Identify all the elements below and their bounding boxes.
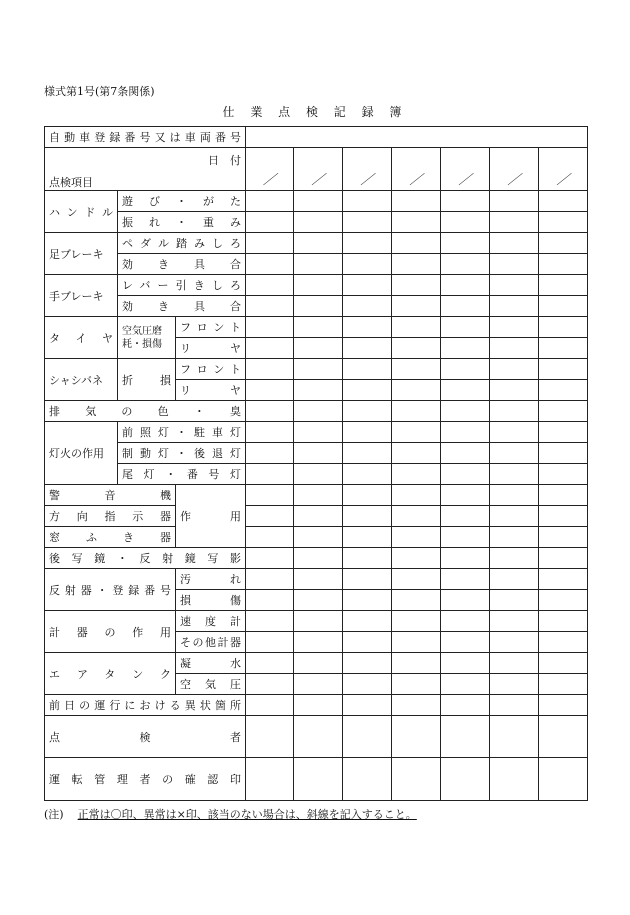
check-cell[interactable] (294, 233, 343, 254)
check-cell[interactable] (294, 443, 343, 464)
group-foot-brake: 足ブレーキ (45, 233, 118, 275)
item-label: 点検項目 (49, 176, 93, 189)
check-cell[interactable] (441, 254, 490, 275)
check-cell[interactable] (490, 590, 539, 611)
check-cell[interactable] (441, 380, 490, 401)
date-cell[interactable]: ／ (246, 148, 294, 191)
inspection-table (44, 126, 588, 801)
check-cell[interactable] (246, 464, 294, 485)
check-cell[interactable] (246, 674, 294, 695)
check-cell[interactable] (441, 464, 490, 485)
check-cell[interactable] (539, 485, 588, 506)
check-cell[interactable] (343, 485, 392, 506)
check-cell[interactable] (343, 527, 392, 548)
spring-sub-label: 折 損 (118, 359, 176, 401)
check-cell[interactable] (441, 653, 490, 674)
check-cell[interactable] (441, 233, 490, 254)
check-cell[interactable] (392, 758, 441, 801)
check-cell[interactable] (343, 506, 392, 527)
check-cell[interactable] (343, 716, 392, 758)
check-cell[interactable] (539, 422, 588, 443)
check-cell[interactable] (294, 716, 343, 758)
check-cell[interactable] (343, 317, 392, 338)
item-label: リヤ (176, 338, 246, 359)
check-cell[interactable] (392, 380, 441, 401)
date-cell[interactable]: ／ (294, 148, 343, 191)
check-cell[interactable] (539, 233, 588, 254)
check-cell[interactable] (246, 548, 294, 569)
check-cell[interactable] (246, 212, 294, 233)
check-cell[interactable] (294, 254, 343, 275)
date-header (45, 148, 246, 191)
form-reference: 様式第1号(第7条関係) (44, 85, 155, 98)
note-label: (注) (44, 808, 64, 821)
group-gauges: 計器の作用 (45, 611, 176, 653)
check-cell[interactable] (246, 590, 294, 611)
date-cell[interactable]: ／ (539, 148, 588, 191)
check-cell[interactable] (246, 317, 294, 338)
check-cell[interactable] (490, 506, 539, 527)
check-cell[interactable] (539, 653, 588, 674)
check-cell[interactable] (441, 296, 490, 317)
tire-sub-label: 空気圧磨耗・損傷 (118, 317, 176, 359)
item-label: 汚れ (176, 569, 246, 590)
check-cell[interactable] (392, 359, 441, 380)
date-cell[interactable]: ／ (392, 148, 441, 191)
check-cell[interactable] (294, 275, 343, 296)
check-cell[interactable] (294, 695, 343, 716)
check-cell[interactable] (539, 716, 588, 758)
check-cell[interactable] (539, 758, 588, 801)
check-cell[interactable] (246, 443, 294, 464)
check-cell[interactable] (294, 632, 343, 653)
check-cell[interactable] (392, 569, 441, 590)
check-cell[interactable] (392, 254, 441, 275)
check-cell[interactable] (343, 611, 392, 632)
check-cell[interactable] (246, 191, 294, 212)
check-cell[interactable] (539, 338, 588, 359)
group-spring: シャシバネ (45, 359, 118, 401)
check-cell[interactable] (294, 758, 343, 801)
check-cell[interactable] (539, 590, 588, 611)
manager-seal-label: 運転管理者の確認印 (45, 758, 246, 801)
check-cell[interactable] (392, 338, 441, 359)
check-cell[interactable] (441, 443, 490, 464)
check-cell[interactable] (392, 506, 441, 527)
check-cell[interactable] (392, 632, 441, 653)
check-cell[interactable] (294, 191, 343, 212)
check-cell[interactable] (343, 380, 392, 401)
check-cell[interactable] (539, 695, 588, 716)
item-label: 凝水 (176, 653, 246, 674)
check-cell[interactable] (294, 422, 343, 443)
check-cell[interactable] (343, 359, 392, 380)
check-cell[interactable] (539, 611, 588, 632)
check-cell[interactable] (343, 422, 392, 443)
check-cell[interactable] (441, 422, 490, 443)
check-cell[interactable] (343, 275, 392, 296)
check-cell[interactable] (490, 317, 539, 338)
check-cell[interactable] (490, 674, 539, 695)
item-label: 効き具合 (118, 254, 246, 275)
check-cell[interactable] (392, 401, 441, 422)
check-cell[interactable] (490, 212, 539, 233)
item-label: 振れ・重み (118, 212, 246, 233)
check-cell[interactable] (539, 674, 588, 695)
exhaust-label: 排気の色・臭 (45, 401, 246, 422)
inspector-label: 点 検 者 (45, 716, 246, 758)
check-cell[interactable] (343, 296, 392, 317)
group-tire: タ イ ヤ (45, 317, 118, 359)
check-cell[interactable] (246, 758, 294, 801)
check-cell[interactable] (539, 548, 588, 569)
check-cell[interactable] (246, 632, 294, 653)
check-cell[interactable] (392, 464, 441, 485)
check-cell[interactable] (392, 611, 441, 632)
check-cell[interactable] (294, 674, 343, 695)
check-cell[interactable] (490, 464, 539, 485)
check-cell[interactable] (392, 233, 441, 254)
check-cell[interactable] (294, 527, 343, 548)
item-label: ペダル踏みしろ (118, 233, 246, 254)
item-label: 窓ふき器 (45, 527, 176, 548)
check-cell[interactable] (441, 359, 490, 380)
check-cell[interactable] (343, 191, 392, 212)
item-label: 方向指示器 (45, 506, 176, 527)
check-cell[interactable] (246, 380, 294, 401)
check-cell[interactable] (490, 380, 539, 401)
check-cell[interactable] (246, 359, 294, 380)
check-cell[interactable] (539, 212, 588, 233)
item-label: 警音機 (45, 485, 176, 506)
check-cell[interactable] (490, 611, 539, 632)
check-cell[interactable] (539, 296, 588, 317)
item-label: 効き具合 (118, 296, 246, 317)
item-label: フロント (176, 317, 246, 338)
item-label: 速度計 (176, 611, 246, 632)
group-hand-brake: 手ブレーキ (45, 275, 118, 317)
group-air-tank: エアタンク (45, 653, 176, 695)
check-cell[interactable] (343, 569, 392, 590)
check-cell[interactable] (246, 233, 294, 254)
check-cell[interactable] (294, 338, 343, 359)
check-cell[interactable] (441, 611, 490, 632)
check-cell[interactable] (490, 695, 539, 716)
check-cell[interactable] (246, 401, 294, 422)
item-label: 損傷 (176, 590, 246, 611)
check-cell[interactable] (294, 380, 343, 401)
check-cell[interactable] (343, 548, 392, 569)
check-cell[interactable] (490, 653, 539, 674)
check-cell[interactable] (441, 212, 490, 233)
date-cell[interactable]: ／ (490, 148, 539, 191)
check-cell[interactable] (490, 254, 539, 275)
check-cell[interactable] (392, 695, 441, 716)
check-cell[interactable] (539, 359, 588, 380)
check-cell[interactable] (441, 485, 490, 506)
check-cell[interactable] (246, 422, 294, 443)
check-cell[interactable] (490, 422, 539, 443)
operation-label: 作 用 (176, 485, 246, 548)
vehicle-number-label: 自動車登録番号又は車両番号 (45, 127, 246, 148)
check-cell[interactable] (294, 653, 343, 674)
check-cell[interactable] (343, 443, 392, 464)
check-cell[interactable] (343, 464, 392, 485)
check-cell[interactable] (539, 317, 588, 338)
check-cell[interactable] (246, 527, 294, 548)
form-title: 仕 業 点 検 記 録 簿 (222, 105, 408, 119)
check-cell[interactable] (294, 317, 343, 338)
check-cell[interactable] (343, 254, 392, 275)
check-cell[interactable] (490, 191, 539, 212)
check-cell[interactable] (246, 716, 294, 758)
check-cell[interactable] (539, 275, 588, 296)
check-cell[interactable] (490, 359, 539, 380)
check-cell[interactable] (392, 191, 441, 212)
check-cell[interactable] (294, 296, 343, 317)
check-cell[interactable] (246, 611, 294, 632)
group-reflector: 反射器・登録番号 (45, 569, 176, 611)
check-cell[interactable] (441, 401, 490, 422)
check-cell[interactable] (246, 275, 294, 296)
check-cell[interactable] (294, 485, 343, 506)
check-cell[interactable] (343, 338, 392, 359)
check-cell[interactable] (441, 338, 490, 359)
check-cell[interactable] (392, 296, 441, 317)
check-cell[interactable] (490, 233, 539, 254)
check-cell[interactable] (441, 275, 490, 296)
check-cell[interactable] (392, 485, 441, 506)
check-cell[interactable] (392, 443, 441, 464)
item-label: リヤ (176, 380, 246, 401)
check-cell[interactable] (392, 317, 441, 338)
check-cell[interactable] (441, 758, 490, 801)
check-cell[interactable] (441, 695, 490, 716)
check-cell[interactable] (246, 653, 294, 674)
check-cell[interactable] (539, 254, 588, 275)
item-label: その他計器 (176, 632, 246, 653)
check-cell[interactable] (490, 632, 539, 653)
item-label: 制動灯・後退灯 (118, 443, 246, 464)
note-text: 正常は〇印、異常は×印、該当のない場合は、斜線を記入すること。 (77, 808, 417, 821)
check-cell[interactable] (343, 758, 392, 801)
group-lights: 灯火の作用 (45, 422, 118, 485)
check-cell[interactable] (294, 569, 343, 590)
check-cell[interactable] (490, 485, 539, 506)
check-cell[interactable] (539, 380, 588, 401)
check-cell[interactable] (343, 212, 392, 233)
check-cell[interactable] (392, 275, 441, 296)
item-label: フロント (176, 359, 246, 380)
check-cell[interactable] (343, 401, 392, 422)
item-label: 前照灯・駐車灯 (118, 422, 246, 443)
check-cell[interactable] (294, 548, 343, 569)
check-cell[interactable] (392, 422, 441, 443)
check-cell[interactable] (539, 632, 588, 653)
check-cell[interactable] (490, 527, 539, 548)
check-cell[interactable] (490, 548, 539, 569)
check-cell[interactable] (343, 653, 392, 674)
check-cell[interactable] (343, 590, 392, 611)
check-cell[interactable] (246, 695, 294, 716)
check-cell[interactable] (294, 359, 343, 380)
check-cell[interactable] (392, 590, 441, 611)
check-cell[interactable] (441, 632, 490, 653)
check-cell[interactable] (246, 569, 294, 590)
check-cell[interactable] (343, 233, 392, 254)
check-cell[interactable] (294, 506, 343, 527)
check-cell[interactable] (246, 506, 294, 527)
check-cell[interactable] (246, 296, 294, 317)
date-label: 日 付 (208, 154, 242, 167)
check-cell[interactable] (343, 695, 392, 716)
check-cell[interactable] (490, 338, 539, 359)
previous-day-label: 前日の運行における異状箇所 (45, 695, 246, 716)
check-cell[interactable] (539, 569, 588, 590)
item-label: 尾灯・番号灯 (118, 464, 246, 485)
check-cell[interactable] (490, 758, 539, 801)
check-cell[interactable] (539, 191, 588, 212)
check-cell[interactable] (294, 401, 343, 422)
check-cell[interactable] (441, 548, 490, 569)
check-cell[interactable] (294, 464, 343, 485)
check-cell[interactable] (294, 611, 343, 632)
check-cell[interactable] (246, 254, 294, 275)
check-cell[interactable] (343, 632, 392, 653)
check-cell[interactable] (441, 506, 490, 527)
check-cell[interactable] (246, 338, 294, 359)
check-cell[interactable] (392, 716, 441, 758)
check-cell[interactable] (539, 401, 588, 422)
check-cell[interactable] (490, 569, 539, 590)
check-cell[interactable] (392, 653, 441, 674)
check-cell[interactable] (392, 548, 441, 569)
vehicle-number-field[interactable] (246, 127, 588, 148)
check-cell[interactable] (490, 275, 539, 296)
date-cell[interactable]: ／ (441, 148, 490, 191)
footnote (44, 806, 417, 822)
check-cell[interactable] (294, 212, 343, 233)
mirror-label: 後写鏡・反射鏡写影 (45, 548, 246, 569)
check-cell[interactable] (441, 317, 490, 338)
check-cell[interactable] (441, 191, 490, 212)
check-cell[interactable] (343, 674, 392, 695)
check-cell[interactable] (246, 485, 294, 506)
check-cell[interactable] (392, 527, 441, 548)
check-cell[interactable] (441, 569, 490, 590)
check-cell[interactable] (392, 674, 441, 695)
item-label: 遊び・がた (118, 191, 246, 212)
check-cell[interactable] (441, 527, 490, 548)
check-cell[interactable] (539, 506, 588, 527)
check-cell[interactable] (294, 590, 343, 611)
check-cell[interactable] (441, 590, 490, 611)
check-cell[interactable] (539, 527, 588, 548)
check-cell[interactable] (441, 716, 490, 758)
check-cell[interactable] (490, 401, 539, 422)
date-cell[interactable]: ／ (343, 148, 392, 191)
item-label: レバー引きしろ (118, 275, 246, 296)
group-handle: ハンドル (45, 191, 118, 233)
check-cell[interactable] (441, 674, 490, 695)
check-cell[interactable] (490, 443, 539, 464)
check-cell[interactable] (392, 212, 441, 233)
check-cell[interactable] (539, 464, 588, 485)
item-label: 空気圧 (176, 674, 246, 695)
check-cell[interactable] (490, 716, 539, 758)
check-cell[interactable] (539, 443, 588, 464)
check-cell[interactable] (490, 296, 539, 317)
